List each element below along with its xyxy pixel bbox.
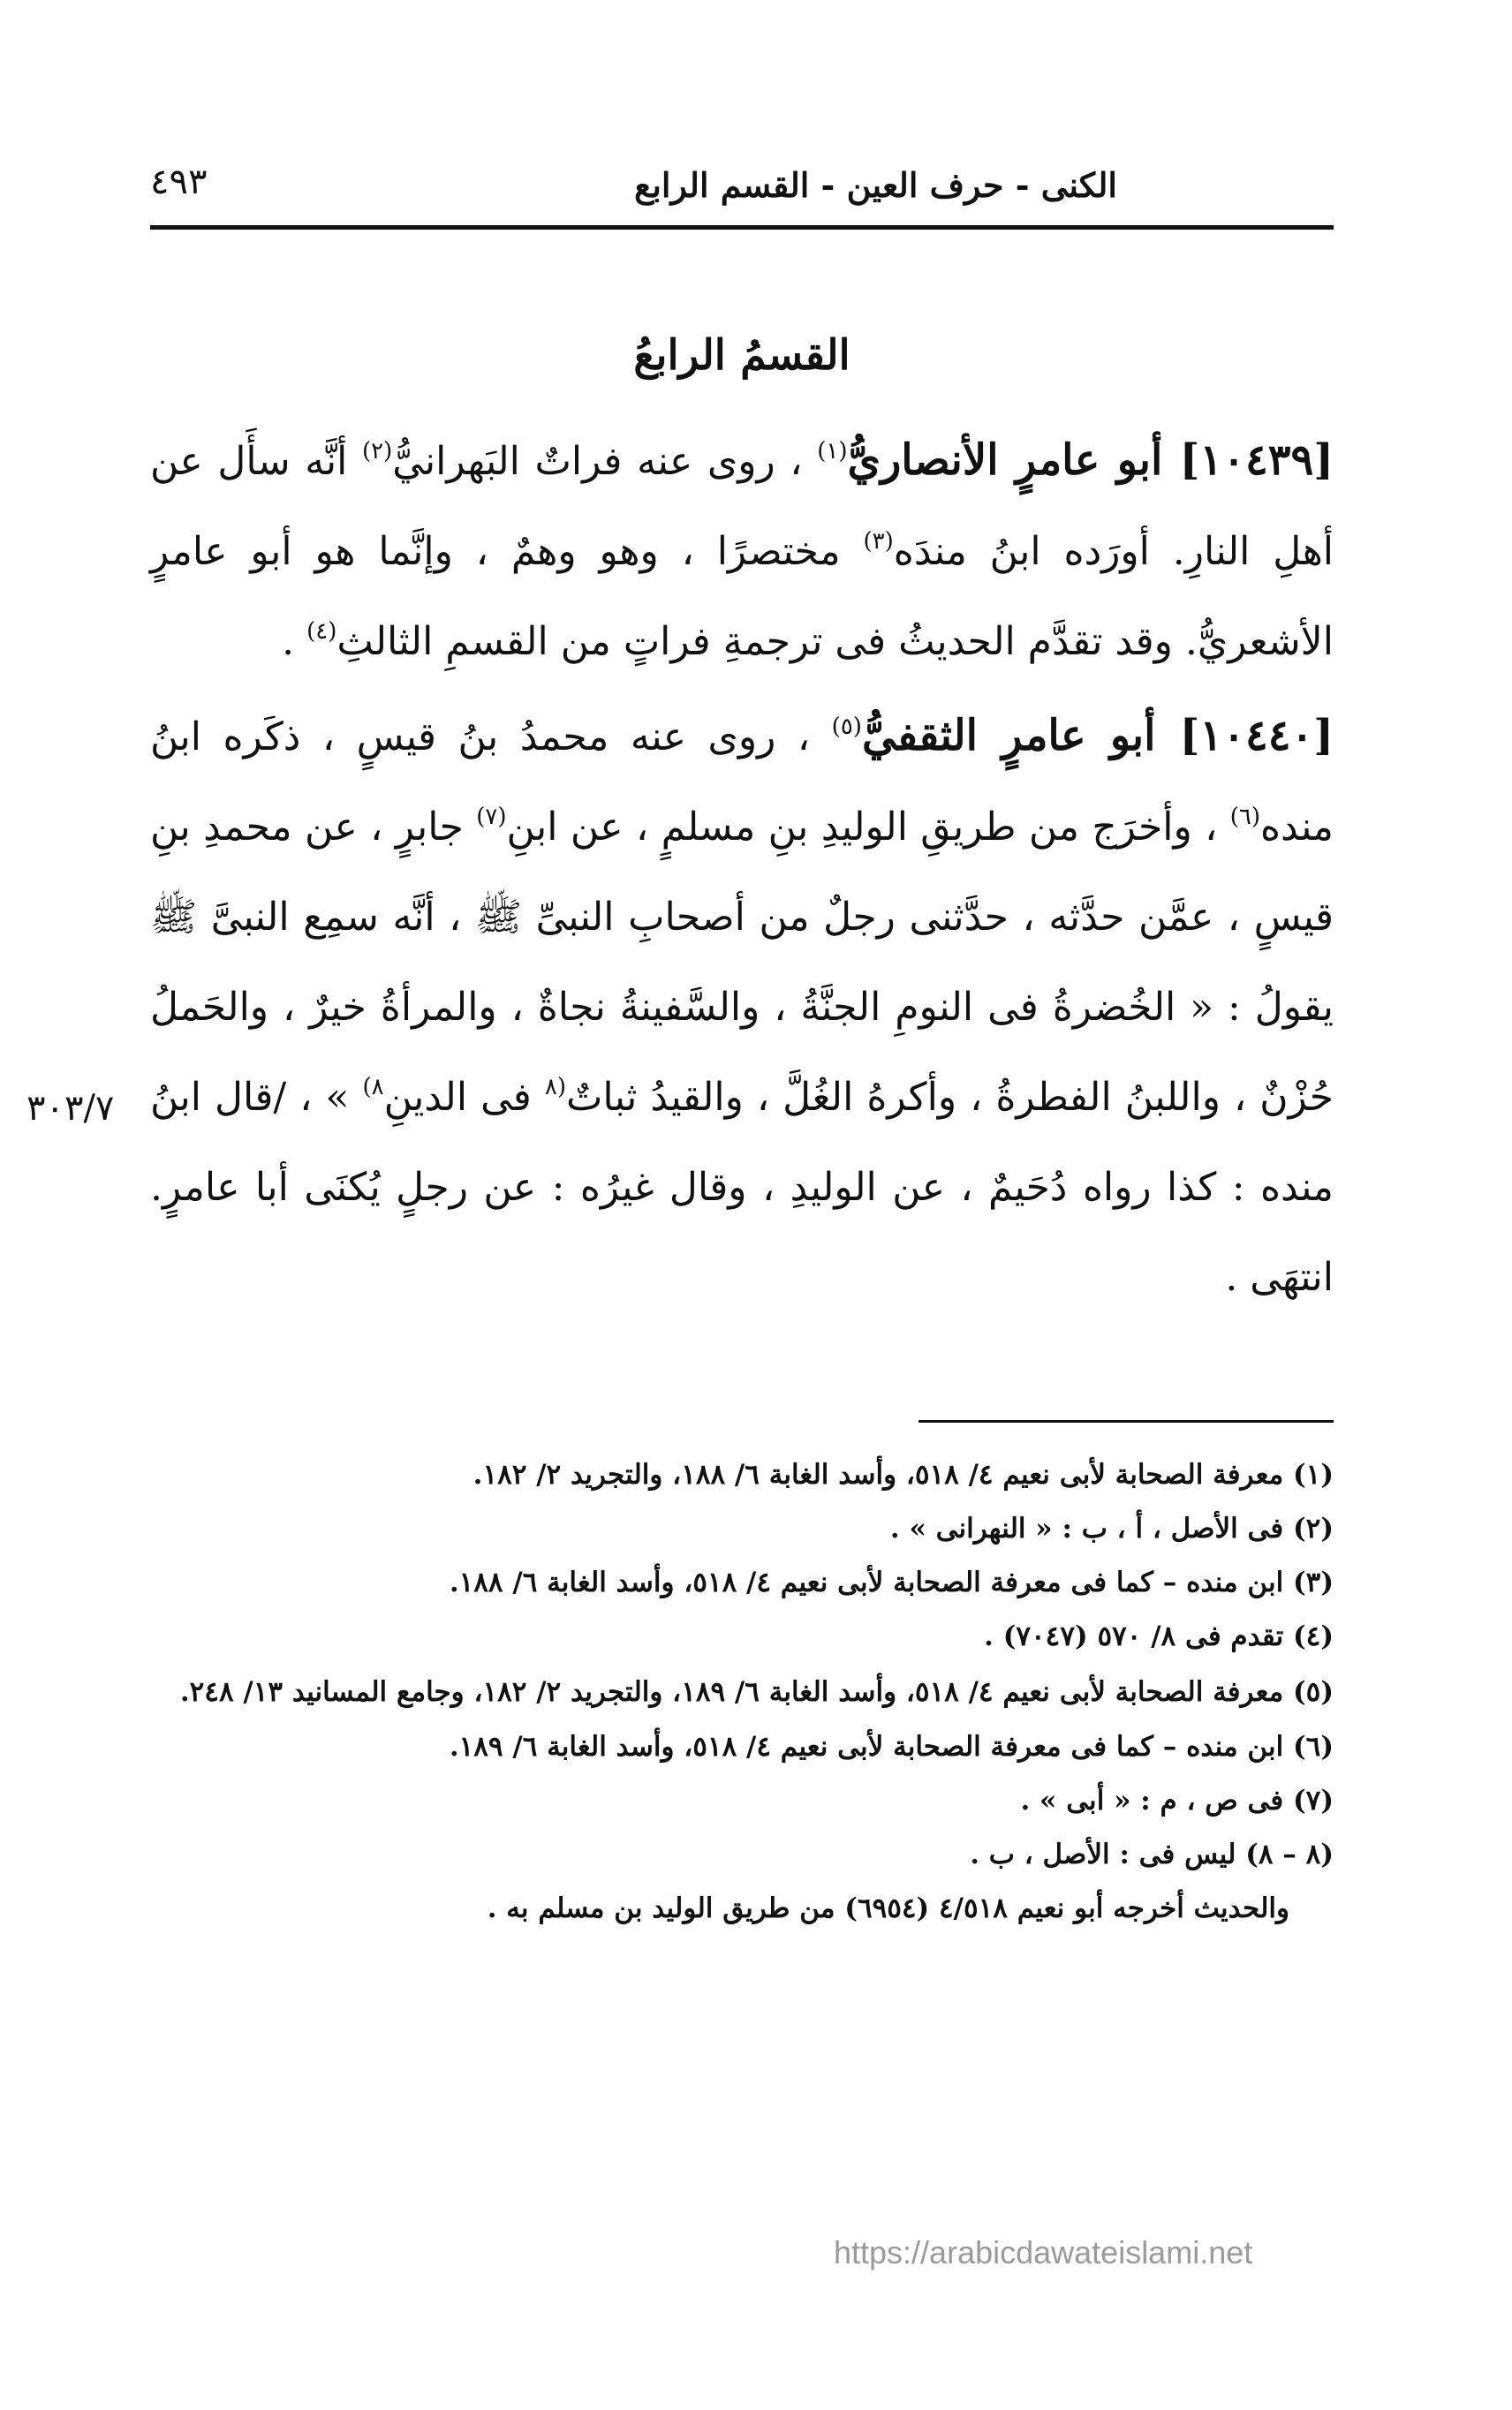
entry-heading: [١٠٤٣٩] أبو عامرٍ الأنصاريُّ xyxy=(847,435,1334,485)
footnote-ref: (٢) xyxy=(361,438,393,465)
footnote-ref: (٤) xyxy=(306,618,337,645)
entry-10440 xyxy=(150,691,1334,1323)
entry-text: جابرٍ ، عن محمدِ بنِ قيسٍ ، عمَّن حدَّثه ، حدَّثنى رجلٌ من أصحابِ النبىِّ ﷺ ، أنَّه سمِع النبىَّ ﷺ يقولُ : « الخُضرةُ فى النومِ الجنَّةُ ، والسَّفينةُ نجاةٌ ، والمرأةُ خيرٌ ، والحَملُ حُزْنٌ ، واللبنُ الفطرةُ ، وأكرهُ الغُلَّ ، والقيدُ ثباتٌ xyxy=(150,805,1334,1120)
footnote-ref: ٨) xyxy=(362,1074,384,1100)
header-rule xyxy=(150,225,1334,230)
footnote-ref: (٥) xyxy=(831,714,862,740)
entry-text: ، روى عنه فراتٌ البَهرانيُّ xyxy=(392,439,818,484)
entry-text: . xyxy=(282,619,307,664)
footnote-rule xyxy=(919,1420,1334,1423)
footnotes xyxy=(150,1448,1334,1936)
footnote-8-continuation: والحديث أخرجه أبو نعيم ٤/٥١٨ (٦٩٥٤) من طريق الوليد بن مسلم به . xyxy=(487,1892,1289,1924)
footnote-ref: (١) xyxy=(817,438,848,465)
footnote-3: (٣) ابن منده – كما فى معرفة الصحابة لأبى نعيم ٤/ ٥١٨، وأسد الغابة ٦/ ١٨٨. xyxy=(449,1567,1334,1598)
footnote-ref: (٧) xyxy=(476,804,507,830)
entry-text: فى الدينِ xyxy=(383,1075,545,1120)
entry-text: ، وأخرَج من طريقِ الوليدِ بنِ مسلمٍ ، عن ابنِ xyxy=(506,805,1230,850)
entry-text: أنَّه سأَل عن أهلِ النارِ. أورَده ابنُ مندَه xyxy=(150,439,1334,574)
entry-text: مختصرًا ، وهو وهمٌ ، وإنَّما هو أبو عامرٍ الأشعريُّ. وقد تقدَّم الحديثُ فى ترجمةِ فراتٍ من القسمِ الثالثِ xyxy=(150,529,1334,664)
page-number: ٤٩٣ xyxy=(150,162,208,202)
footnote-5: (٥) معرفة الصحابة لأبى نعيم ٤/ ٥١٨، وأسد الغابة ٦/ ١٨٩، والتجريد ٢/ ١٨٢، وجامع المسانيد ١٣/ ٢٤٨. xyxy=(179,1676,1334,1708)
footnote-ref: (٦) xyxy=(1229,804,1260,830)
running-title: الكنى - حرف العين - القسم الرابع xyxy=(634,165,1117,205)
footnote-1: (١) معرفة الصحابة لأبى نعيم ٤/ ٥١٨، وأسد الغابة ٦/ ١٨٨، والتجريد ٢/ ١٨٢. xyxy=(472,1459,1334,1491)
main-text xyxy=(150,415,1334,1326)
margin-reference: ٣٠٣/٧ xyxy=(26,1088,115,1129)
footnote-2: (٢) فى الأصل ، أ ، ب : « النهرانى » . xyxy=(889,1513,1334,1545)
footnote-4: (٤) تقدم فى ٨/ ٥٧٠ (٧٠٤٧) . xyxy=(984,1621,1334,1652)
entry-10439 xyxy=(150,415,1334,687)
page-header xyxy=(150,146,1334,234)
footnote-8: (٨ – ٨) ليس فى : الأصل ، ب . xyxy=(970,1839,1334,1870)
footnote-ref: (٨ xyxy=(544,1074,566,1100)
footnote-7: (٧) فى ص ، م : « أبى » . xyxy=(1020,1785,1334,1817)
footnote-6: (٦) ابن منده – كما فى معرفة الصحابة لأبى نعيم ٤/ ٥١٨، وأسد الغابة ٦/ ١٨٩. xyxy=(449,1731,1334,1763)
section-title: القسمُ الرابعُ xyxy=(633,331,850,380)
entry-heading: [١٠٤٤٠] أبو عامرٍ الثقفيُّ xyxy=(861,711,1334,760)
entry-text: ، روى عنه محمدُ بنُ قيسٍ ، ذكَره ابنُ منده xyxy=(150,714,1334,850)
watermark-url: https://arabicdawateislami.net xyxy=(834,2234,1253,2270)
footnote-ref: (٣) xyxy=(863,528,894,555)
entry-text: » ، /قال ابنُ منده : كذا رواه دُحَيمٌ ، عن الوليدِ ، وقال غيرُه : عن رجلٍ يُكنَى أبا عامرٍ. انتهَى . xyxy=(150,1075,1334,1300)
